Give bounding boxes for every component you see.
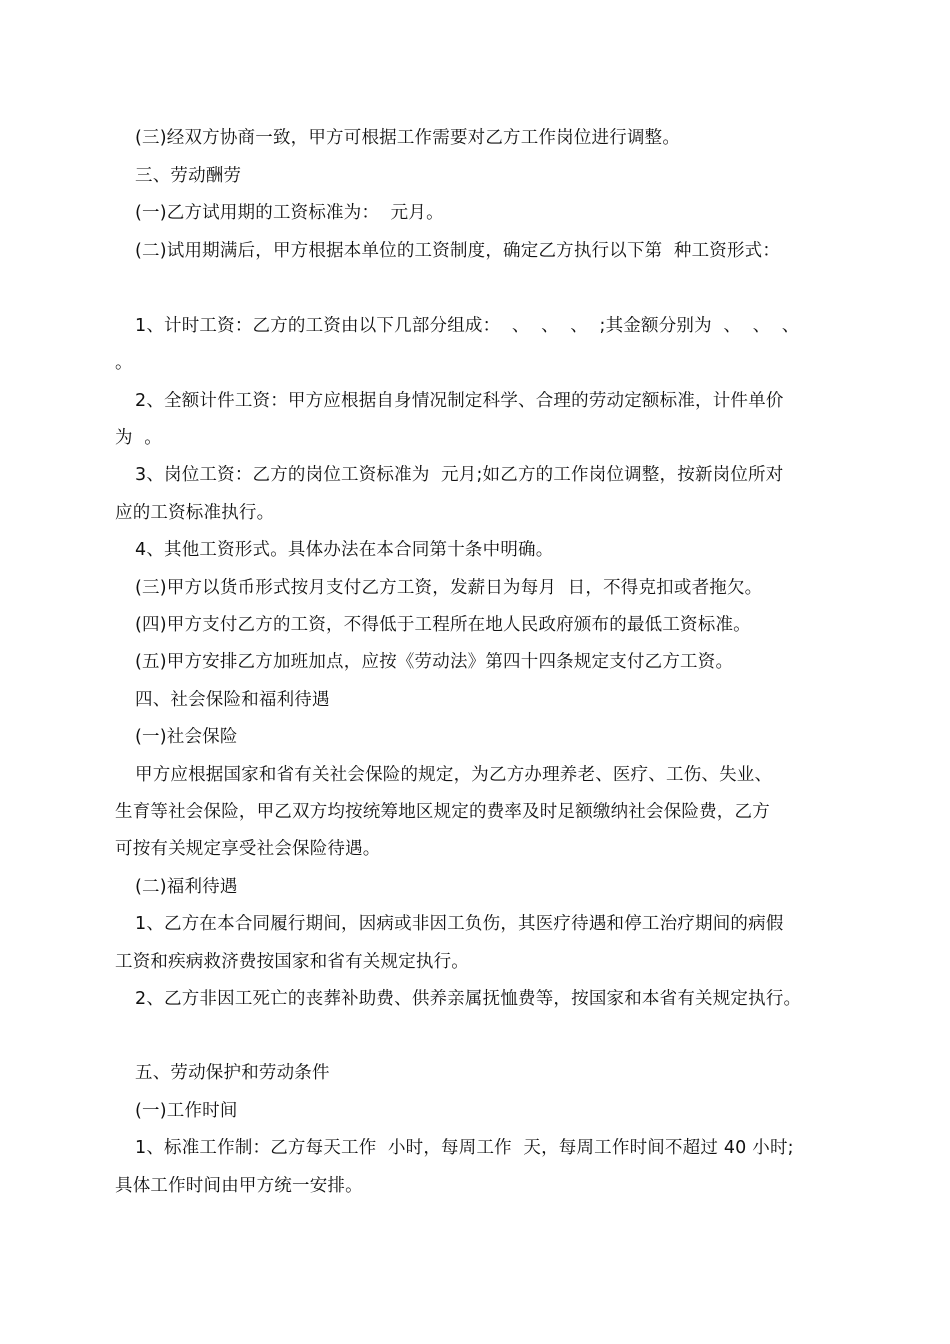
clause-3-1-line: (一)乙方试用期的工资标准为： 元月。 bbox=[135, 203, 444, 223]
welfare-item-1-line-2: 工资和疾病救济费按国家和省有关规定执行。 bbox=[115, 952, 469, 972]
clause-3-3b-line: (三)甲方以货币形式按月支付乙方工资，发薪日为每月 日，不得克扣或者拖欠。 bbox=[135, 578, 763, 598]
section-4-heading: 四、社会保险和福利待遇 bbox=[135, 690, 330, 710]
clause-4-2-heading: (二)福利待遇 bbox=[135, 877, 238, 897]
clause-3-3-line: (三)经双方协商一致，甲方可根据工作需要对乙方工作岗位进行调整。 bbox=[135, 128, 681, 148]
work-time-item-1-line-1: 1、标准工作制：乙方每天工作 小时，每周工作 天，每周工作时间不超过 40 小时; bbox=[135, 1138, 794, 1158]
wage-item-1-line-1: 1、计时工资：乙方的工资由以下几部分组成： 、 、 、 ;其金额分别为 、 、 、 bbox=[135, 316, 800, 336]
section-5-heading: 五、劳动保护和劳动条件 bbox=[135, 1063, 330, 1083]
welfare-item-2-line: 2、乙方非因工死亡的丧葬补助费、供养亲属抚恤费等，按国家和本省有关规定执行。 bbox=[135, 989, 802, 1009]
wage-item-3-line-2: 应的工资标准执行。 bbox=[115, 503, 275, 523]
wage-item-4-line: 4、其他工资形式。具体办法在本合同第十条中明确。 bbox=[135, 540, 554, 560]
clause-3-4-line: (四)甲方支付乙方的工资，不得低于工程所在地人民政府颁布的最低工资标准。 bbox=[135, 615, 751, 635]
social-insurance-line-3: 可按有关规定享受社会保险待遇。 bbox=[115, 839, 381, 859]
wage-item-2-line-1: 2、全额计件工资：甲方应根据自身情况制定科学、合理的劳动定额标准，计件单价 bbox=[135, 391, 784, 411]
clause-3-5-line: (五)甲方安排乙方加班加点，应按《劳动法》第四十四条规定支付乙方工资。 bbox=[135, 652, 734, 672]
welfare-item-1-line-1: 1、乙方在本合同履行期间，因病或非因工负伤，其医疗待遇和停工治疗期间的病假 bbox=[135, 914, 784, 934]
wage-item-3-line-1: 3、岗位工资：乙方的岗位工资标准为 元月;如乙方的工作岗位调整，按新岗位所对 bbox=[135, 465, 784, 485]
work-time-item-1-line-2: 具体工作时间由甲方统一安排。 bbox=[115, 1176, 363, 1196]
clause-3-2-line: (二)试用期满后，甲方根据本单位的工资制度，确定乙方执行以下第 种工资形式： bbox=[135, 241, 781, 261]
social-insurance-line-2: 生育等社会保险，甲乙双方均按统筹地区规定的费率及时足额缴纳社会保险费，乙方 bbox=[115, 802, 770, 822]
clause-4-1-heading: (一)社会保险 bbox=[135, 727, 238, 747]
clause-5-1-heading: (一)工作时间 bbox=[135, 1101, 238, 1121]
wage-item-2-line-2: 为 。 bbox=[115, 428, 162, 448]
wage-item-1-line-2: 。 bbox=[115, 353, 133, 373]
social-insurance-line-1: 甲方应根据国家和省有关社会保险的规定，为乙方办理养老、医疗、工伤、失业、 bbox=[135, 765, 773, 785]
section-3-heading: 三、劳动酬劳 bbox=[135, 166, 242, 186]
